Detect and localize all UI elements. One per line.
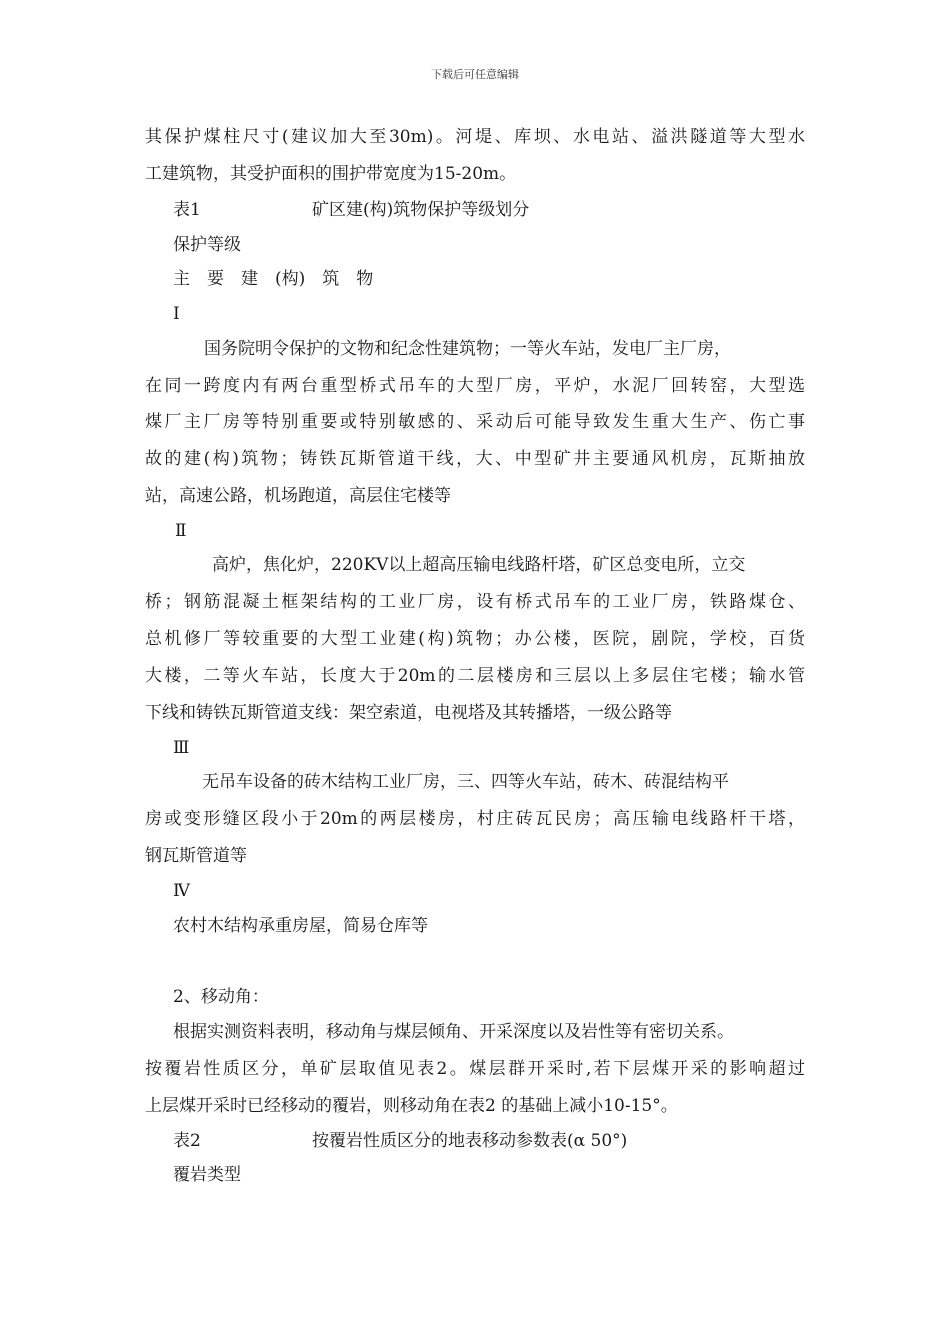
- table-title: 按覆岩性质区分的地表移动参数表(α 50°): [312, 1131, 628, 1151]
- paragraph-line: 房或变形缝区段小于20m的两层楼房，村庄砖瓦民房；高压输电线路杆干塔，: [145, 809, 805, 829]
- section-heading: 2、移动角：: [173, 987, 269, 1007]
- paragraph-line: 煤厂主厂房等特别重要或特别敏感的、采动后可能导致发生重大生产、伤亡事: [145, 412, 805, 432]
- table-title: 矿区建(构)筑物保护等级划分: [312, 200, 530, 220]
- paragraph-line: 上层煤开采时已经移动的覆岩，则移动角在表2 的基础上减小10-15°。: [145, 1096, 678, 1116]
- paragraph-line: 大楼，二等火车站，长度大于20m的二层楼房和三层以上多层住宅楼；输水管: [145, 666, 805, 686]
- paragraph-line: 按覆岩性质区分，单矿层取值见表2。煤层群开采时,若下层煤开采的影响超过: [145, 1059, 805, 1079]
- paragraph-line: 桥；钢筋混凝土框架结构的工业厂房，设有桥式吊车的工业厂房，铁路煤仓、: [145, 592, 805, 612]
- table-number: 表2: [173, 1131, 201, 1151]
- paragraph-line: 钢瓦斯管道等: [145, 846, 247, 866]
- paragraph-line: 无吊车设备的砖木结构工业厂房，三、四等火车站，砖木、砖混结构平: [202, 772, 729, 792]
- paragraph-line: 根据实测资料表明，移动角与煤层倾角、开采深度以及岩性等有密切关系。: [173, 1022, 734, 1042]
- column-header-grade: 保护等级: [173, 235, 241, 255]
- paragraph-line: 站，高速公路，机场跑道，高层住宅楼等: [145, 486, 451, 506]
- grade-label: Ⅳ: [173, 881, 190, 901]
- column-header-main: 主 要 建 (构) 筑 物: [173, 269, 374, 289]
- paragraph-line: 其保护煤柱尺寸(建议加大至30m)。河堤、库坝、水电站、溢洪隧道等大型水: [145, 127, 805, 147]
- table-number: 表1: [173, 200, 201, 220]
- grade-label: Ⅰ: [173, 304, 180, 324]
- paragraph-line: 国务院明令保护的文物和纪念性建筑物；一等火车站，发电厂主厂房，: [204, 339, 731, 359]
- paragraph-line: 故的建(构)筑物；铸铁瓦斯管道干线，大、中型矿井主要通风机房，瓦斯抽放: [145, 449, 805, 469]
- grade-label: Ⅲ: [173, 738, 190, 758]
- paragraph-line: 高炉，焦化炉，220KV以上超高压输电线路杆塔，矿区总变电所，立交: [212, 555, 746, 575]
- page-header: 下载后可任意编辑: [431, 68, 519, 81]
- paragraph-line: 总机修厂等较重要的大型工业建(构)筑物；办公楼，医院，剧院，学校，百货: [145, 629, 805, 649]
- paragraph-line: 下线和铸铁瓦斯管道支线：架空索道，电视塔及其转播塔，一级公路等: [145, 703, 672, 723]
- paragraph-line: 工建筑物，其受护面积的围护带宽度为15-20m。: [145, 164, 517, 184]
- paragraph-line: 在同一跨度内有两台重型桥式吊车的大型厂房，平炉，水泥厂回转窑，大型选: [145, 376, 805, 396]
- paragraph-line: 农村木结构承重房屋，简易仓库等: [173, 916, 428, 936]
- column-header-rock: 覆岩类型: [173, 1165, 241, 1185]
- grade-label: Ⅱ: [175, 521, 187, 541]
